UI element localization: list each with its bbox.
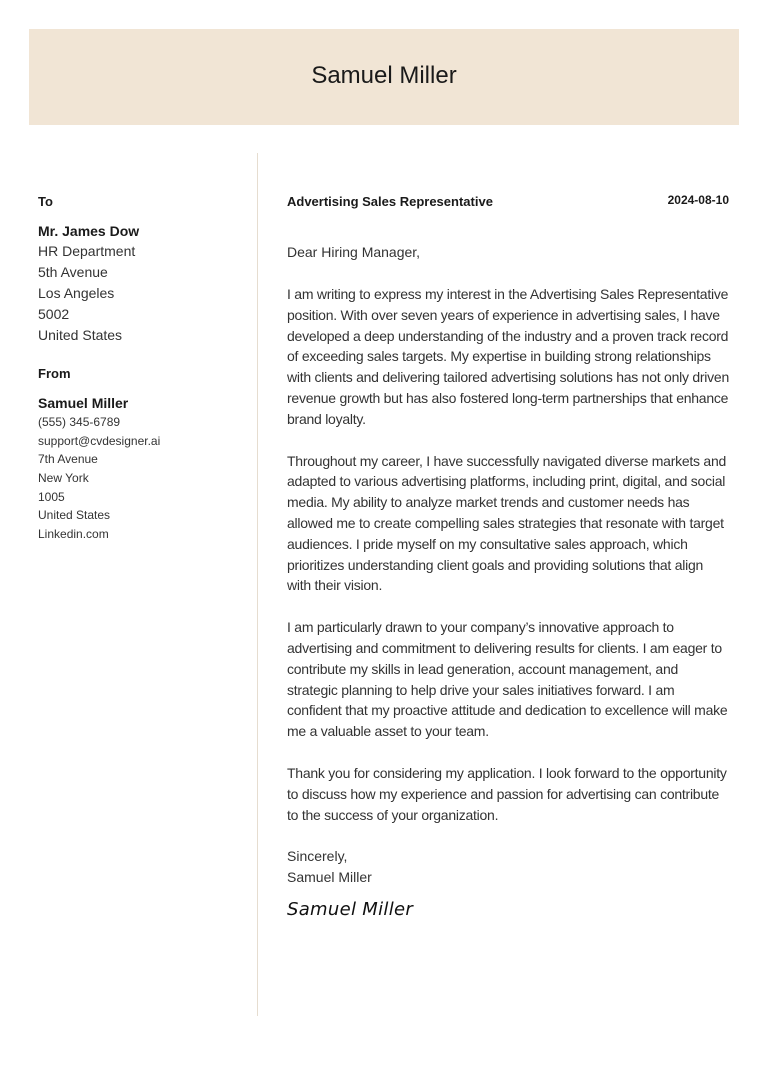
recipient-name: Mr. James Dow (38, 223, 140, 239)
sidebar (38, 192, 243, 544)
salutation: Dear Hiring Manager, (287, 244, 421, 260)
sender-website: Linkedin.com (38, 527, 109, 542)
sender-country: United States (38, 508, 111, 523)
letter-date: 2024-08-10 (667, 193, 729, 207)
recipient-country: United States (38, 327, 123, 343)
signature: Samuel Miller (287, 899, 414, 921)
to-heading: To (38, 194, 53, 209)
column-divider (257, 153, 258, 1016)
sender-email: support@cvdesigner.ai (38, 433, 161, 448)
applicant-name: Samuel Miller (311, 62, 457, 89)
recipient-city: Los Angeles (38, 285, 115, 301)
job-title: Advertising Sales Representative (287, 194, 493, 209)
sender-name: Samuel Miller (38, 395, 129, 411)
paragraph-1: I am writing to express my interest in the Advertising Sales Representative position. With over seven years of experience in advertising sales, I have developed a deep understanding of the industry and a proven track record of exceeding sales targets. My expertise in building strong relationships with clients and delivering tailored advertising solutions has not only driven revenue growth but has also fostered long-term partnerships that enhance brand loyalty. (287, 286, 729, 427)
closing-text: Sincerely, (287, 848, 348, 865)
title-row (287, 192, 729, 212)
paragraph-4: Thank you for considering my application. I look forward to the opportunity to discuss how my experience and passion for advertising can contribute to the success of your organization. (287, 764, 727, 823)
sender-city: New York (38, 471, 89, 486)
from-heading: From (38, 366, 71, 381)
sender-phone: (555) 345-6789 (38, 415, 121, 429)
paragraph-2: Throughout my career, I have successfully navigated diverse markets and adapted to various advertising platforms, including print, digital, and social media. My ability to analyze market trends and customer needs has allowed me to create compelling sales strategies that resonate with target audiences. I pride myself on my consultative sales approach, which prioritizes understanding client goals and providing solutions that align with their vision. (287, 452, 727, 594)
recipient-postal: 5002 (38, 306, 70, 322)
sender-street: 7th Avenue (38, 452, 98, 467)
letter-body (287, 192, 729, 922)
recipient-department: HR Department (38, 243, 136, 259)
sender-postal: 1005 (38, 489, 65, 504)
recipient-street: 5th Avenue (38, 264, 108, 280)
closing-name: Samuel Miller (287, 869, 372, 886)
paragraph-3: I am particularly drawn to your company’s innovative approach to advertising and commitment to delivering results for clients. I am eager to contribute my skills in lead generation, account management, and strategic planning to help drive your sales initiatives forward. I am confident that my proactive attitude and dedication to excellence will make me a valuable asset to your team. (287, 619, 728, 740)
closing-block (287, 846, 729, 888)
